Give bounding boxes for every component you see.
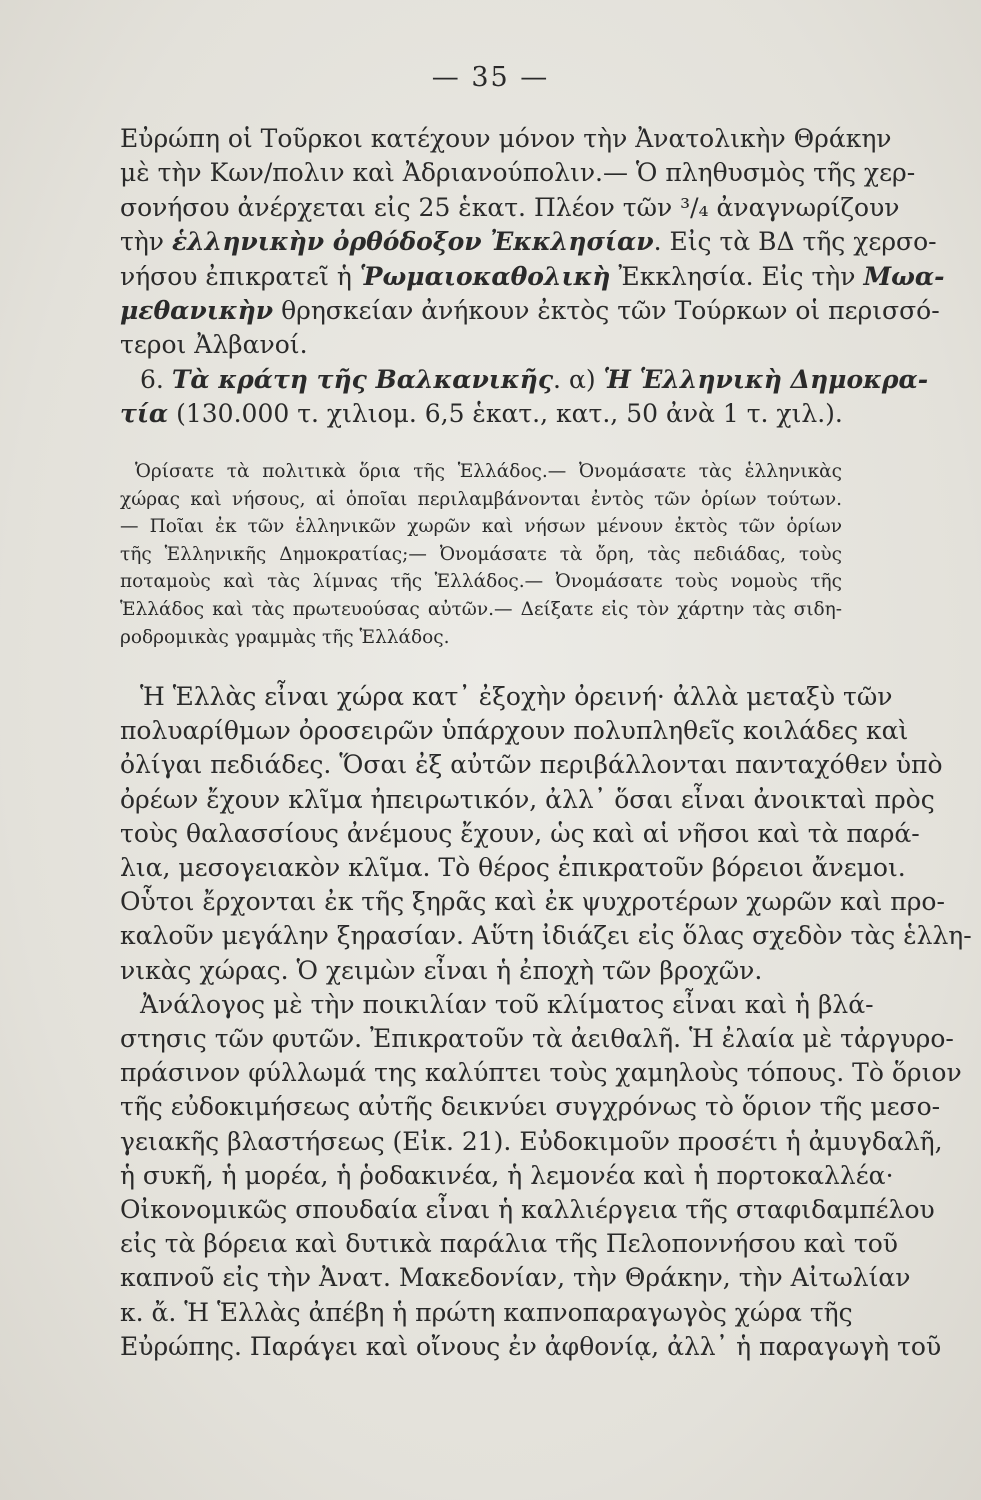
text-block-climate-vegetation [120,680,972,1364]
emphasis-orthodox-church: ἑλληνικὴν ὀρθόδοξον Ἐκκλησίαν [171,227,654,257]
text-line [120,191,900,225]
text-span: νήσου ἐπικρατεῖ ἡ [120,261,360,291]
text-span: Ἐκκλησία. Εἰς τὴν [610,261,864,291]
text-line: ὀλίγαι πεδιάδες. Ὅσαι ἐξ αὐτῶν περιβάλλονται πανταχόθεν ὑπὸ [120,750,943,780]
page-number: — 35 — [431,62,550,93]
text-line: καλοῦν μεγάλην ξηρασίαν. Αὕτη ἰδιάζει εἰς ὅλας σχεδὸν τὰς ἑλλη- [120,921,972,951]
text-line: Εὐρώπης. Παράγει καὶ οἴνους ἐν ἀφθονίᾳ, ἀλλ᾿ ἡ παραγωγὴ τοῦ [120,1331,942,1361]
text-line: τῆς εὐδοκιμήσεως αὐτῆς δεικνύει συγχρόνως τὸ ὅριον τῆς μεσο- [120,1092,941,1122]
exercise-line: — Ποῖαι ἐκ τῶν ἑλληνικῶν χωρῶν καὶ νήσων μένουν ἐκτὸς τῶν ὁρίων [120,516,842,538]
text-span: σονήσου ἀνέρχεται εἰς 25 ἑκατ. Πλέον τῶν ³/₄ ἀναγνωρίζουν [120,192,900,222]
text-span: μὲ τὴν Κων/πολιν καὶ Ἀδριανούπολιν.— Ὁ πληθυσμὸς τῆς χερ- [120,158,916,188]
text-span: τεροι Ἀλβανοί. [120,330,308,360]
text-span: τὴν [120,227,172,257]
text-line: καπνοῦ εἰς τὴν Ἀνατ. Μακεδονίαν, τὴν Θράκην, τὴν Αἰτωλίαν [120,1263,911,1293]
text-line [120,397,842,431]
section-heading-balkan-states [120,363,929,397]
exercise-line: τῆς Ἑλληνικῆς Δημοκρατίας;— Ὀνομάσατε τὰ ὄρη, τὰς πεδιάδας, τοὺς [120,543,842,565]
text-line [120,122,892,156]
exercise-line: Ἑλλάδος καὶ τὰς πρωτευούσας αὐτῶν.— Δείξατε εἰς τὸν χάρτην τὰς σιδη- [120,598,842,620]
text-span: (130.000 τ. χιλιομ. 6,5 ἑκατ., κατ., 50 ἀνὰ 1 τ. χιλ.). [168,399,843,429]
text-span: θρησκείαν ἀνήκουν ἐκτὸς τῶν Τούρκων οἱ περισσό- [273,296,940,326]
exercise-line: χώρας καὶ νήσους, αἱ ὁποῖαι περιλαμβάνονται ἐντὸς τῶν ὁρίων τούτων. [120,488,842,510]
text-line: γειακῆς βλαστήσεως (Εἰκ. 21). Εὐδοκιμοῦν προσέτι ἡ ἀμυγδαλῆ, [120,1126,943,1156]
emphasis-catholic: Ῥωμαιοκαθολικὴ [359,261,611,291]
text-line [120,225,937,259]
heading-balkan-states: Τὰ κράτη τῆς Βαλκανικῆς [171,364,554,394]
text-line [120,294,940,328]
text-line: νικὰς χώρας. Ὁ χειμὼν εἶναι ἡ ἐποχὴ τῶν βροχῶν. [120,955,763,985]
text-line: στησις τῶν φυτῶν. Ἐπικρατοῦν τὰ ἀειθαλῆ. Ἡ ἐλαία μὲ τἀργυρο- [120,1024,954,1054]
text-line: πράσινον φύλλωμά της καλύπτει τοὺς χαμηλοὺς τόπους. Τὸ ὅριον [120,1058,962,1088]
text-line [120,156,916,190]
exercise-line: Ὁρίσατε τὰ πολιτικὰ ὅρια τῆς Ἑλλάδος.— Ὀνομάσατε τὰς ἑλληνικὰς [135,461,842,482]
heading-hellenic-republic-cont: τία [120,399,169,429]
section-number: 6. [140,364,172,394]
text-line: Ἀνάλογος μὲ τὴν ποικιλίαν τοῦ κλίματος εἶναι καὶ ἡ βλά- [140,989,874,1019]
exercise-line: ποταμοὺς καὶ τὰς λίμνας τῆς Ἑλλάδος.— Ὀνομάσατε τοὺς νομοὺς τῆς [120,571,842,593]
text-line: Οὗτοι ἔρχονται ἐκ τῆς ξηρᾶς καὶ ἐκ ψυχροτέρων χωρῶν καὶ προ- [120,887,945,917]
emphasis-muslim-cont: μεθανικὴν [120,296,274,326]
text-line: Ἡ Ἑλλὰς εἶναι χώρα κατ᾿ ἐξοχὴν ὀρεινή· ἀλλὰ μεταξὺ τῶν [140,682,893,711]
exercise-block [120,458,842,651]
text-line: Οἰκονομικῶς σπουδαία εἶναι ἡ καλλιέργεια τῆς σταφιδαμπέλου [120,1195,935,1225]
text-line: ἡ συκῆ, ἡ μορέα, ἡ ῥοδακινέα, ἡ λεμονέα καὶ ἡ πορτοκαλλέα· [120,1160,894,1190]
text-line: λια, μεσογειακὸν κλῖμα. Τὸ θέρος ἐπικρατοῦν βόρειοι ἄνεμοι. [120,853,906,883]
heading-hellenic-republic: Ἡ Ἑλληνικὴ Δημοκρα- [603,364,929,394]
text-span: Εὐρώπη οἱ Τοῦρκοι κατέχουν μόνον τὴν Ἀνατολικὴν Θράκην [120,124,892,153]
text-line: πολυαρίθμων ὀροσειρῶν ὑπάρχουν πολυπληθεῖς κοιλάδες καὶ [120,716,909,746]
text-span: . α) [553,364,604,394]
text-line: ὀρέων ἔχουν κλῖμα ἠπειρωτικόν, ἀλλ᾿ ὅσαι εἶναι ἀνοικταὶ πρὸς [120,784,935,814]
text-line: τοὺς θαλασσίους ἀνέμους ἔχουν, ὡς καὶ αἱ νῆσοι καὶ τὰ παρά- [120,818,920,848]
text-block-balkan-religions [120,122,945,432]
text-line [120,260,945,294]
exercise-line: ροδρομικὰς γραμμὰς τῆς Ἑλλάδος. [120,626,450,648]
emphasis-muslim: Μωα- [863,261,945,291]
text-line: εἰς τὰ βόρεια καὶ δυτικὰ παράλια τῆς Πελοποννήσου καὶ τοῦ [120,1229,898,1259]
text-span: . Εἰς τὰ ΒΔ τῆς χερσο- [653,227,937,257]
text-line [120,328,842,362]
text-line: κ. ἄ. Ἡ Ἑλλὰς ἀπέβη ἡ πρώτη καπνοπαραγωγὸς χώρα τῆς [120,1297,853,1327]
